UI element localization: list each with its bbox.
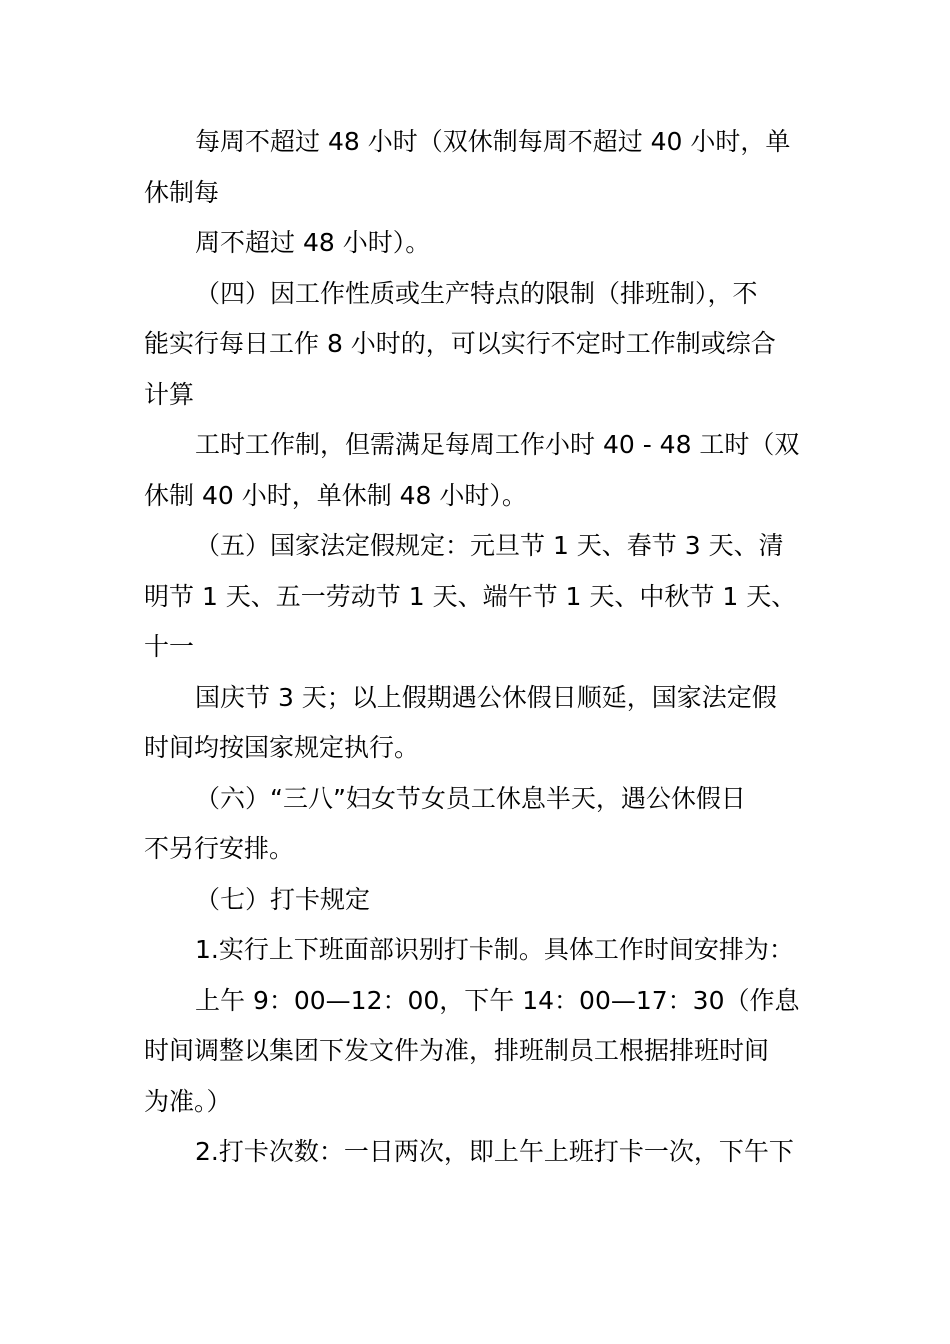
text-line: （六）“三八”妇女节女员工休息半天，遇公休假日 xyxy=(195,784,746,813)
text-line: 为准。） xyxy=(144,1087,232,1116)
text-line: 休制每 xyxy=(144,178,220,207)
text-line: 时间调整以集团下发文件为准，排班制员工根据排班时间 xyxy=(144,1036,770,1065)
text-line: 时间均按国家规定执行。 xyxy=(144,733,420,762)
text-line: 工时工作制，但需满足每周工作小时 40 - 48 工时（双 xyxy=(195,430,800,459)
text-line: 国庆节 3 天；以上假期遇公休假日顺延，国家法定假 xyxy=(195,683,777,712)
text-line: （五）国家法定假规定：元旦节 1 天、春节 3 天、清 xyxy=(195,531,784,560)
text-line: 不另行安排。 xyxy=(144,834,295,863)
text-line: 计算 xyxy=(144,380,195,409)
text-line: 能实行每日工作 8 小时的，可以实行不定时工作制或综合 xyxy=(144,329,776,358)
text-line: 周不超过 48 小时）。 xyxy=(195,228,431,257)
text-line: 1.实行上下班面部识别打卡制。具体工作时间安排为： xyxy=(195,935,794,964)
text-line: 十一 xyxy=(144,632,195,661)
text-line: 休制 40 小时，单休制 48 小时）。 xyxy=(144,481,527,510)
text-line: （四）因工作性质或生产特点的限制（排班制），不 xyxy=(195,279,758,308)
text-line: （七）打卡规定 xyxy=(195,885,371,914)
text-line: 上午 9：00—12：00，下午 14：00—17：30（作息 xyxy=(195,986,800,1015)
text-line: 每周不超过 48 小时（双休制每周不超过 40 小时，单 xyxy=(195,127,791,156)
text-line: 明节 1 天、五一劳动节 1 天、端午节 1 天、中秋节 1 天、 xyxy=(144,582,797,611)
text-line: 2.打卡次数：一日两次，即上午上班打卡一次，下午下 xyxy=(195,1137,794,1166)
